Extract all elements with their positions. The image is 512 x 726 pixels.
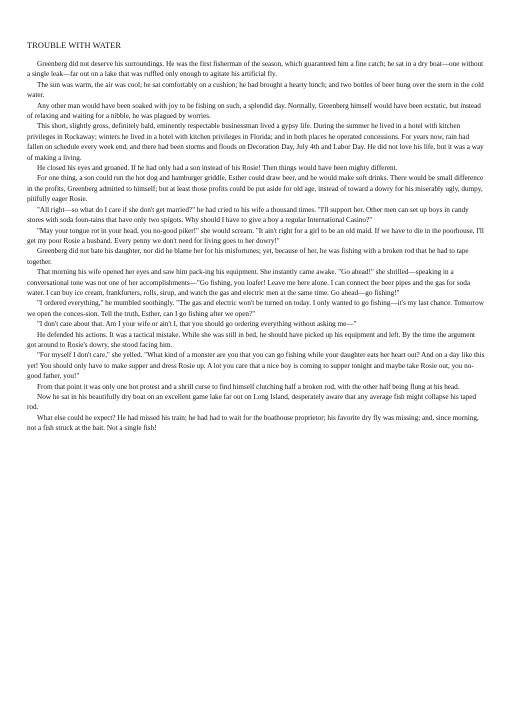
paragraph: The sun was warm, the air was cool; he sat comfortably on a cushion; he had brought a hearty lunch; and two bottles of beer hung over the stern in the cold water. [27,80,484,100]
story-body [27,59,486,434]
paragraph: For one thing, a son could run the hot dog and hamburger griddle, Esther could draw beer, and he would make soft drinks. There would be small difference in the profits, Greenberg admitted to himself; but at least those profits could be put aside for old age, instead of toward a dowry for his miserably ugly, dumpy, pitifully eager Rosie. [27,174,484,204]
paragraph: "I don't care about that. Am I your wife or ain't I, that you should go ordering everything without asking me—" [37,320,357,329]
paragraph: He closed his eyes and groaned. If he had only had a son instead of his Rosie! Then things would have been mighty different. [37,164,398,173]
paragraph: What else could he expect? He had missed his train; he had had to wait for the boathouse proprietor; his favorite dry fly was missing; and, since morning, not a fish struck at the bait. Not a single fish! [27,413,479,433]
paragraph: "For myself I don't care," she yelled. "What kind of a monster are you that you can go fishing while your daughter eats her heart out? And on a day like this yet! You should only have to make supper and dress Rosie up. A lot you care that a nice boy is coming to supper tonight and maybe take Rosie out, you no-good father, you!" [27,351,485,381]
paragraph: He defended his actions. It was a tactical mistake. While she was still in bed, he should have picked up his equipment and left. By the time the argument got around to Rosie's dowry, she stood facing him. [27,330,476,349]
paragraph: "May your tongue rot in your head, you no-good piker!" she would scream. "It ain't right for a girl to be an old maid. If we have to die in the poorhouse, I'll get my poor Rosie a husband. Every penny we don't need for living goes to her dowry!" [27,226,484,245]
paragraph: From that point it was only one hot protest and a shrill curse to find himself clutching half a broken rod, with the other half being flung at his head. [37,382,460,391]
paragraph: This short, slightly gross, definitely bald, eminently respectable businessman lived a gypsy life. During the summer he lived in a hotel with kitchen privileges in Rockaway; winters he lived in a hotel with kitchen privileges in Florida; and in both places he operated concessions. For years now, rain had fallen on schedule every week end, and there had been storms and floods on Decoration Day, July 4th and Labor Day. He did not love his life, but it was a way of making a living. [27,122,484,162]
paragraph: Now he sat in his beautifully dry boat on an excellent game lake far out on Long Island, desperately aware that any average fish might collapse his taped rod. [27,393,477,412]
paragraph: "I ordered everything," he mumbled soothingly. "The gas and electric won't be turned on today. I only wanted to go fishing—it's my last chance. Tomorrow we open the conces-sion. Tell the truth, Esther, can I go fishing after we open?" [27,299,484,318]
paragraph: Greenberg did not hate his daughter, nor did he blame her for his misfortunes; yet, because of her, he was fishing with a broken rod that he had to tape together. [27,247,469,266]
paragraph: Greenberg did not deserve his surroundings. He was the first fisherman of the season, which guaranteed him a fine catch; he sat in a dry boat—one without a single leak—far out on a lake that was ruffled only enough to agitate his artificial fly. [27,60,484,79]
paragraph: "All right—so what do I care if she don't get married?" he had cried to his wife a thousand times. "I'll support her. Other men can set up boys in candy stores with soda foun-tains that have only two spigots. Why should I have to give a boy a regular International Casino?" [27,205,469,225]
paragraph: Any other man would have been soaked with joy to be fishing on such, a splendid day. Normally, Greenberg himself would have been ecstatic, but instead of relaxing and waiting for a nibble, he was plagued by worries. [27,101,481,121]
paragraph: That morning his wife opened her eyes and saw him pack-ing his equipment. She instantly came awake. "Go ahead!" she shrilled—speaking in a conversational tone was not one of her accomplishments—"Go fishing, you loafer! Leave me here alone. I can connect the beer pipes and the gas for soda water. I can buy ice cream, frankfurters, rolls, sirup, and watch the gas and electric men at the same time. Go ahead—go fishing!" [27,268,471,297]
story-title: TROUBLE WITH WATER [27,41,122,50]
